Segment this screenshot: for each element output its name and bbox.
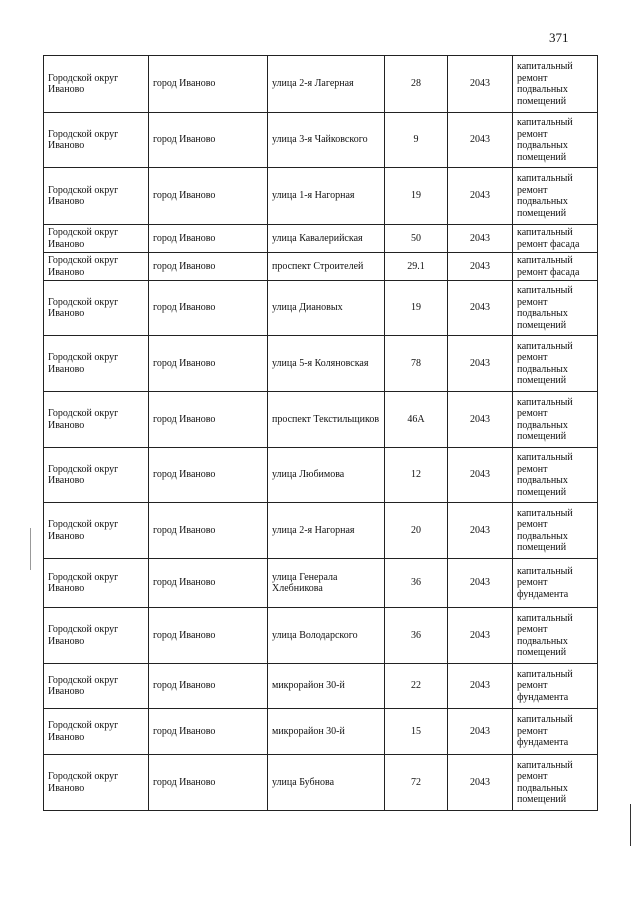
table-row — [44, 503, 598, 559]
street-cell: улица Диановых — [268, 281, 385, 336]
year-cell: 2043 — [448, 503, 513, 559]
municipality-cell: Городской округ Иваново — [44, 168, 149, 225]
work-type-cell: капитальный ремонт подвальных помещений — [513, 336, 598, 392]
house-number-cell: 12 — [385, 448, 448, 503]
table-row — [44, 336, 598, 392]
page-number: 371 — [549, 30, 569, 45]
city-cell: город Иваново — [149, 608, 268, 664]
street-cell: проспект Текстильщиков — [268, 392, 385, 448]
municipality-cell: Городской округ Иваново — [44, 56, 149, 113]
work-type-cell: капитальный ремонт фундамента — [513, 664, 598, 709]
house-number-cell: 22 — [385, 664, 448, 709]
house-number-cell: 46А — [385, 392, 448, 448]
municipality-cell: Городской округ Иваново — [44, 225, 149, 253]
street-cell: улица Генерала Хлебникова — [268, 559, 385, 608]
house-number-cell: 28 — [385, 56, 448, 113]
city-cell: город Иваново — [149, 755, 268, 811]
municipality-cell: Городской округ Иваново — [44, 281, 149, 336]
municipality-cell: Городской округ Иваново — [44, 608, 149, 664]
municipality-cell: Городской округ Иваново — [44, 253, 149, 281]
house-number-cell: 15 — [385, 709, 448, 755]
municipality-cell: Городской округ Иваново — [44, 755, 149, 811]
house-number-cell: 72 — [385, 755, 448, 811]
city-cell: город Иваново — [149, 392, 268, 448]
work-type-cell: капитальный ремонт подвальных помещений — [513, 392, 598, 448]
housing-repair-table — [43, 55, 598, 811]
work-type-cell: капитальный ремонт подвальных помещений — [513, 113, 598, 168]
work-type-cell: капитальный ремонт подвальных помещений — [513, 168, 598, 225]
work-type-cell: капитальный ремонт фасада — [513, 225, 598, 253]
street-cell: улица Любимова — [268, 448, 385, 503]
year-cell: 2043 — [448, 113, 513, 168]
city-cell: город Иваново — [149, 709, 268, 755]
house-number-cell: 78 — [385, 336, 448, 392]
scan-margin-mark — [630, 804, 631, 846]
work-type-cell: капитальный ремонт подвальных помещений — [513, 755, 598, 811]
table-row — [44, 448, 598, 503]
year-cell: 2043 — [448, 168, 513, 225]
city-cell: город Иваново — [149, 253, 268, 281]
city-cell: город Иваново — [149, 56, 268, 113]
house-number-cell: 36 — [385, 608, 448, 664]
city-cell: город Иваново — [149, 113, 268, 168]
municipality-cell: Городской округ Иваново — [44, 113, 149, 168]
year-cell: 2043 — [448, 225, 513, 253]
table-row — [44, 253, 598, 281]
work-type-cell: капитальный ремонт подвальных помещений — [513, 281, 598, 336]
table-row — [44, 755, 598, 811]
city-cell: город Иваново — [149, 503, 268, 559]
street-cell: улица 5-я Коляновская — [268, 336, 385, 392]
year-cell: 2043 — [448, 392, 513, 448]
house-number-cell: 50 — [385, 225, 448, 253]
house-number-cell: 19 — [385, 168, 448, 225]
work-type-cell: капитальный ремонт фундамента — [513, 559, 598, 608]
year-cell: 2043 — [448, 664, 513, 709]
street-cell: улица Бубнова — [268, 755, 385, 811]
street-cell: улица Кавалерийская — [268, 225, 385, 253]
table-row — [44, 709, 598, 755]
municipality-cell: Городской округ Иваново — [44, 392, 149, 448]
work-type-cell: капитальный ремонт фундамента — [513, 709, 598, 755]
work-type-cell: капитальный ремонт подвальных помещений — [513, 503, 598, 559]
city-cell: город Иваново — [149, 448, 268, 503]
city-cell: город Иваново — [149, 559, 268, 608]
city-cell: город Иваново — [149, 168, 268, 225]
table-row — [44, 281, 598, 336]
year-cell: 2043 — [448, 448, 513, 503]
city-cell: город Иваново — [149, 281, 268, 336]
municipality-cell: Городской округ Иваново — [44, 664, 149, 709]
house-number-cell: 19 — [385, 281, 448, 336]
work-type-cell: капитальный ремонт подвальных помещений — [513, 56, 598, 113]
year-cell: 2043 — [448, 253, 513, 281]
street-cell: микрорайон 30-й — [268, 664, 385, 709]
year-cell: 2043 — [448, 755, 513, 811]
street-cell: улица 2-я Лагерная — [268, 56, 385, 113]
work-type-cell: капитальный ремонт подвальных помещений — [513, 608, 598, 664]
table-row — [44, 113, 598, 168]
year-cell: 2043 — [448, 709, 513, 755]
city-cell: город Иваново — [149, 336, 268, 392]
work-type-cell: капитальный ремонт фасада — [513, 253, 598, 281]
municipality-cell: Городской округ Иваново — [44, 448, 149, 503]
municipality-cell: Городской округ Иваново — [44, 503, 149, 559]
street-cell: улица Володарского — [268, 608, 385, 664]
table-row — [44, 664, 598, 709]
municipality-cell: Городской округ Иваново — [44, 709, 149, 755]
municipality-cell: Городской округ Иваново — [44, 336, 149, 392]
street-cell: микрорайон 30-й — [268, 709, 385, 755]
house-number-cell: 36 — [385, 559, 448, 608]
municipality-cell: Городской округ Иваново — [44, 559, 149, 608]
street-cell: проспект Строителей — [268, 253, 385, 281]
table-row — [44, 392, 598, 448]
table-row — [44, 225, 598, 253]
house-number-cell: 29.1 — [385, 253, 448, 281]
scan-margin-mark — [30, 528, 31, 570]
house-number-cell: 20 — [385, 503, 448, 559]
year-cell: 2043 — [448, 559, 513, 608]
year-cell: 2043 — [448, 608, 513, 664]
street-cell: улица 3-я Чайковского — [268, 113, 385, 168]
street-cell: улица 1-я Нагорная — [268, 168, 385, 225]
year-cell: 2043 — [448, 281, 513, 336]
table-row — [44, 608, 598, 664]
year-cell: 2043 — [448, 336, 513, 392]
table-row — [44, 168, 598, 225]
city-cell: город Иваново — [149, 664, 268, 709]
year-cell: 2043 — [448, 56, 513, 113]
work-type-cell: капитальный ремонт подвальных помещений — [513, 448, 598, 503]
city-cell: город Иваново — [149, 225, 268, 253]
street-cell: улица 2-я Нагорная — [268, 503, 385, 559]
table-row — [44, 56, 598, 113]
table-row — [44, 559, 598, 608]
house-number-cell: 9 — [385, 113, 448, 168]
